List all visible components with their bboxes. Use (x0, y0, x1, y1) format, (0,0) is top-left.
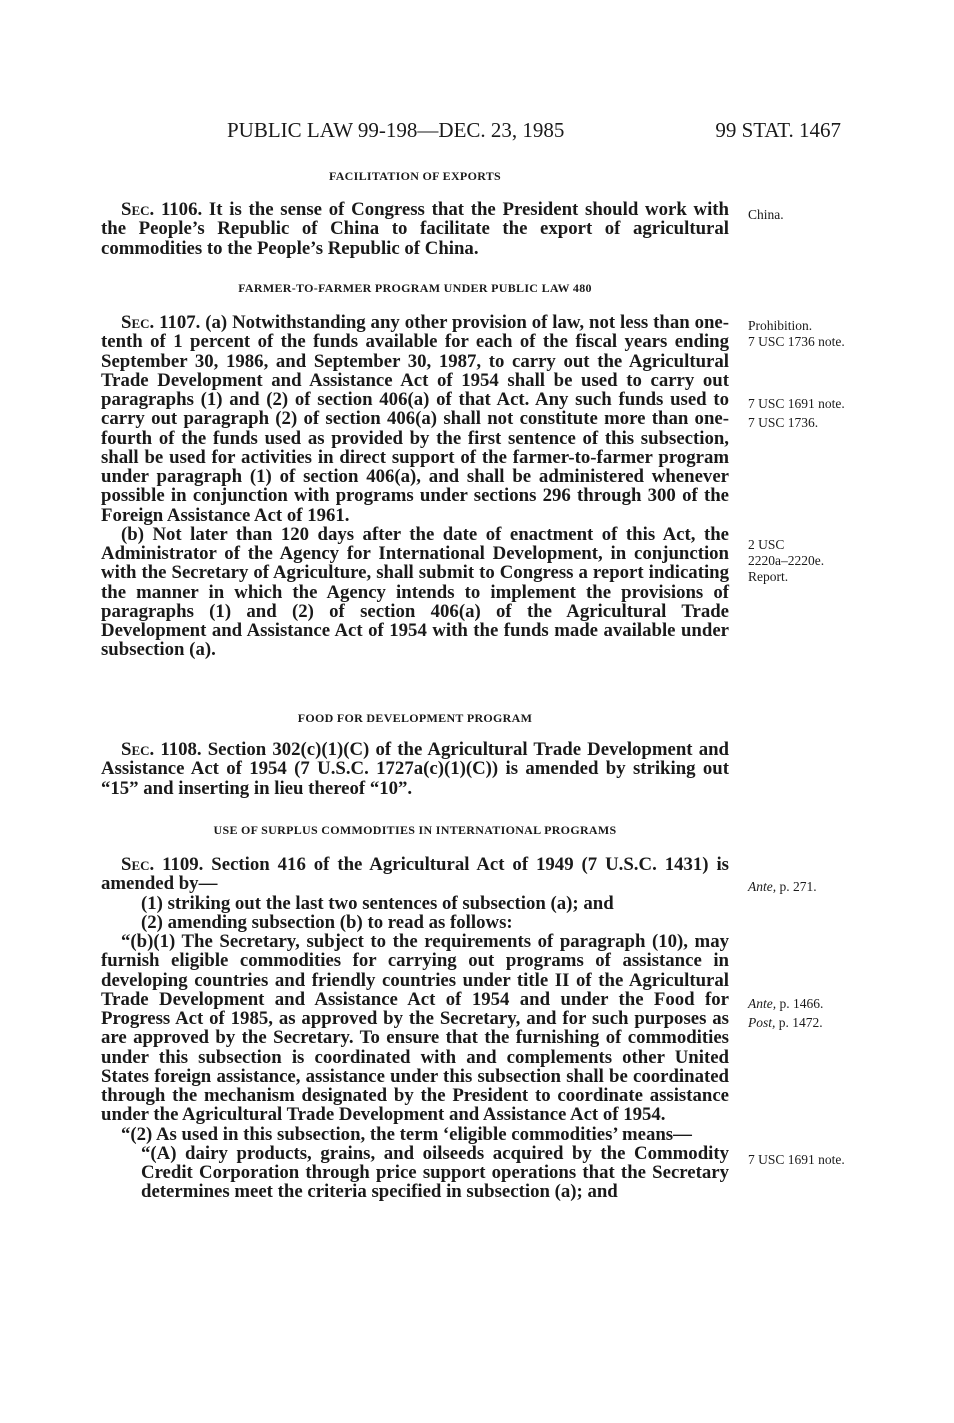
margin-note: 2 USC (748, 537, 785, 552)
margin-note: China. (748, 207, 784, 222)
subsection-b2a: “(A) dairy products, grains, and oilseeds acquired by the Commodity Credit Corporation through price support operations that the Secretary determines meet the criteria specified in subsection (a); and (141, 1142, 729, 1203)
margin-note: 7 USC 1691 note. (748, 396, 845, 411)
section-heading: FACILITATION OF EXPORTS (328, 169, 502, 183)
section-text: Section 416 of the Agricultural Act of 1949 (7 U.S.C. 1431) is amended by— (101, 854, 729, 895)
section-paragraph-a (101, 313, 729, 525)
subsection-b1: “(b)(1) The Secretary, subject to the requirements of paragraph (10), may furnish eligible commodities for carrying out programs of assistance in developing countries and friendly countries under title II of the Agricultural Trade Development and Assistance Act of 1954 and under the Food for Progress Act of 1985, as approved by the Secretary, and for such purposes as are approved by the Secretary. To ensure that the furnishing of commodities under this subsection is coordinated with and complements other United States foreign assistance, assistance under this subsection shall be coordinated through the mechanism designated by the President to coordinate assistance under the Agricultural Trade Development and Assistance Act of 1954. (101, 931, 729, 1126)
margin-note: Prohibition. (748, 318, 813, 333)
header-stat-page: 99 STAT. 1467 (715, 118, 841, 142)
amendment-item: (1) striking out the last two sentences of subsection (a); and (141, 892, 614, 914)
section-1106-body (101, 200, 729, 258)
margin-note: Report. (748, 569, 789, 584)
amendment-item: (2) amending subsection (b) to read as follows: (141, 911, 513, 933)
subsection-b2: “(2) As used in this subsection, the term ‘eligible commodities’ means— (121, 1123, 692, 1145)
section-1107-body (101, 313, 729, 660)
margin-note (748, 879, 817, 895)
section-label: Sec. 1108. (121, 739, 202, 760)
margin-note-page: p. 1466. (776, 996, 824, 1011)
section-1109 (101, 822, 729, 838)
section-label: Sec. 1107. (121, 312, 201, 333)
section-label: Sec. 1109. (121, 854, 204, 875)
section-text: It is the sense of Congress that the President should work with the People’s Republic of China to facilitate the export of agricultural commodities to the People’s Republic of China. (101, 199, 729, 259)
section-heading: FARMER-TO-FARMER PROGRAM UNDER PUBLIC LAW 480 (238, 281, 592, 295)
section-paragraph (101, 200, 729, 258)
section-heading: FOOD FOR DEVELOPMENT PROGRAM (297, 711, 533, 725)
margin-note: 7 USC 1736 note. (748, 334, 845, 349)
section-1107 (101, 280, 729, 296)
margin-note-page: p. 271. (776, 879, 817, 894)
margin-note: 2220a–2220e. (748, 553, 825, 568)
section-1108 (101, 710, 729, 726)
section-paragraph (101, 855, 729, 894)
header-public-law: PUBLIC LAW 99-198—DEC. 23, 1985 (227, 118, 565, 142)
section-1106 (101, 168, 729, 184)
margin-note (748, 1015, 823, 1031)
section-text: (a) Notwithstanding any other provision of law, not less than one-tenth of 1 percent of the funds available for each of the fiscal years ending September 30, 1986, and September 30, 1987, to carry out the Agricultural Trade Development and Assistance Act of 1954 shall be used to carry out paragraphs (1) and (2) of section 406(a) of that Act. Any such funds used to carry out paragraph (2) of section 406(a) shall not constitute more than one-fourth of the funds used as provided by the first sentence of this subsection, shall be used for activities in direct support of the farmer-to-farmer program under paragraph (1) of section 406(a), and shall be administered whenever possible in conjunction with programs under sections 296 through 300 of the Foreign Assistance Act of 1961. (101, 312, 729, 526)
margin-note (748, 996, 823, 1012)
section-label: Sec. 1106. (121, 199, 203, 220)
margin-note-page: p. 1472. (775, 1015, 823, 1030)
section-1109-body (101, 855, 729, 1202)
section-1108-body (101, 740, 729, 798)
section-paragraph (101, 740, 729, 798)
running-header (227, 118, 841, 144)
section-text: Section 302(c)(1)(C) of the Agricultural Trade Development and Assistance Act of 1954 (7 U.S.C. 1727a(c)(1)(C)) is amended by striking out “15” and inserting in lieu thereof “10”. (101, 739, 729, 799)
margin-note-italic: Ante, (748, 879, 777, 894)
section-paragraph-b: (b) Not later than 120 days after the date of enactment of this Act, the Administrator of the Agency for International Development, in conjunction with the Secretary of Agriculture, shall submit to Congress a report indicating the manner in which the Agency intends to implement the provisions of paragraphs (1) and (2) of section 406(a) of the Agricultural Trade Development and Assistance Act of 1954 with the funds made available under subsection (a). (101, 523, 729, 661)
margin-note-italic: Post, (748, 1015, 776, 1030)
margin-note: 7 USC 1736. (748, 415, 819, 430)
margin-note-italic: Ante, (748, 996, 777, 1011)
section-heading: USE OF SURPLUS COMMODITIES IN INTERNATIONAL PROGRAMS (213, 823, 617, 837)
margin-note: 7 USC 1691 note. (748, 1152, 845, 1167)
